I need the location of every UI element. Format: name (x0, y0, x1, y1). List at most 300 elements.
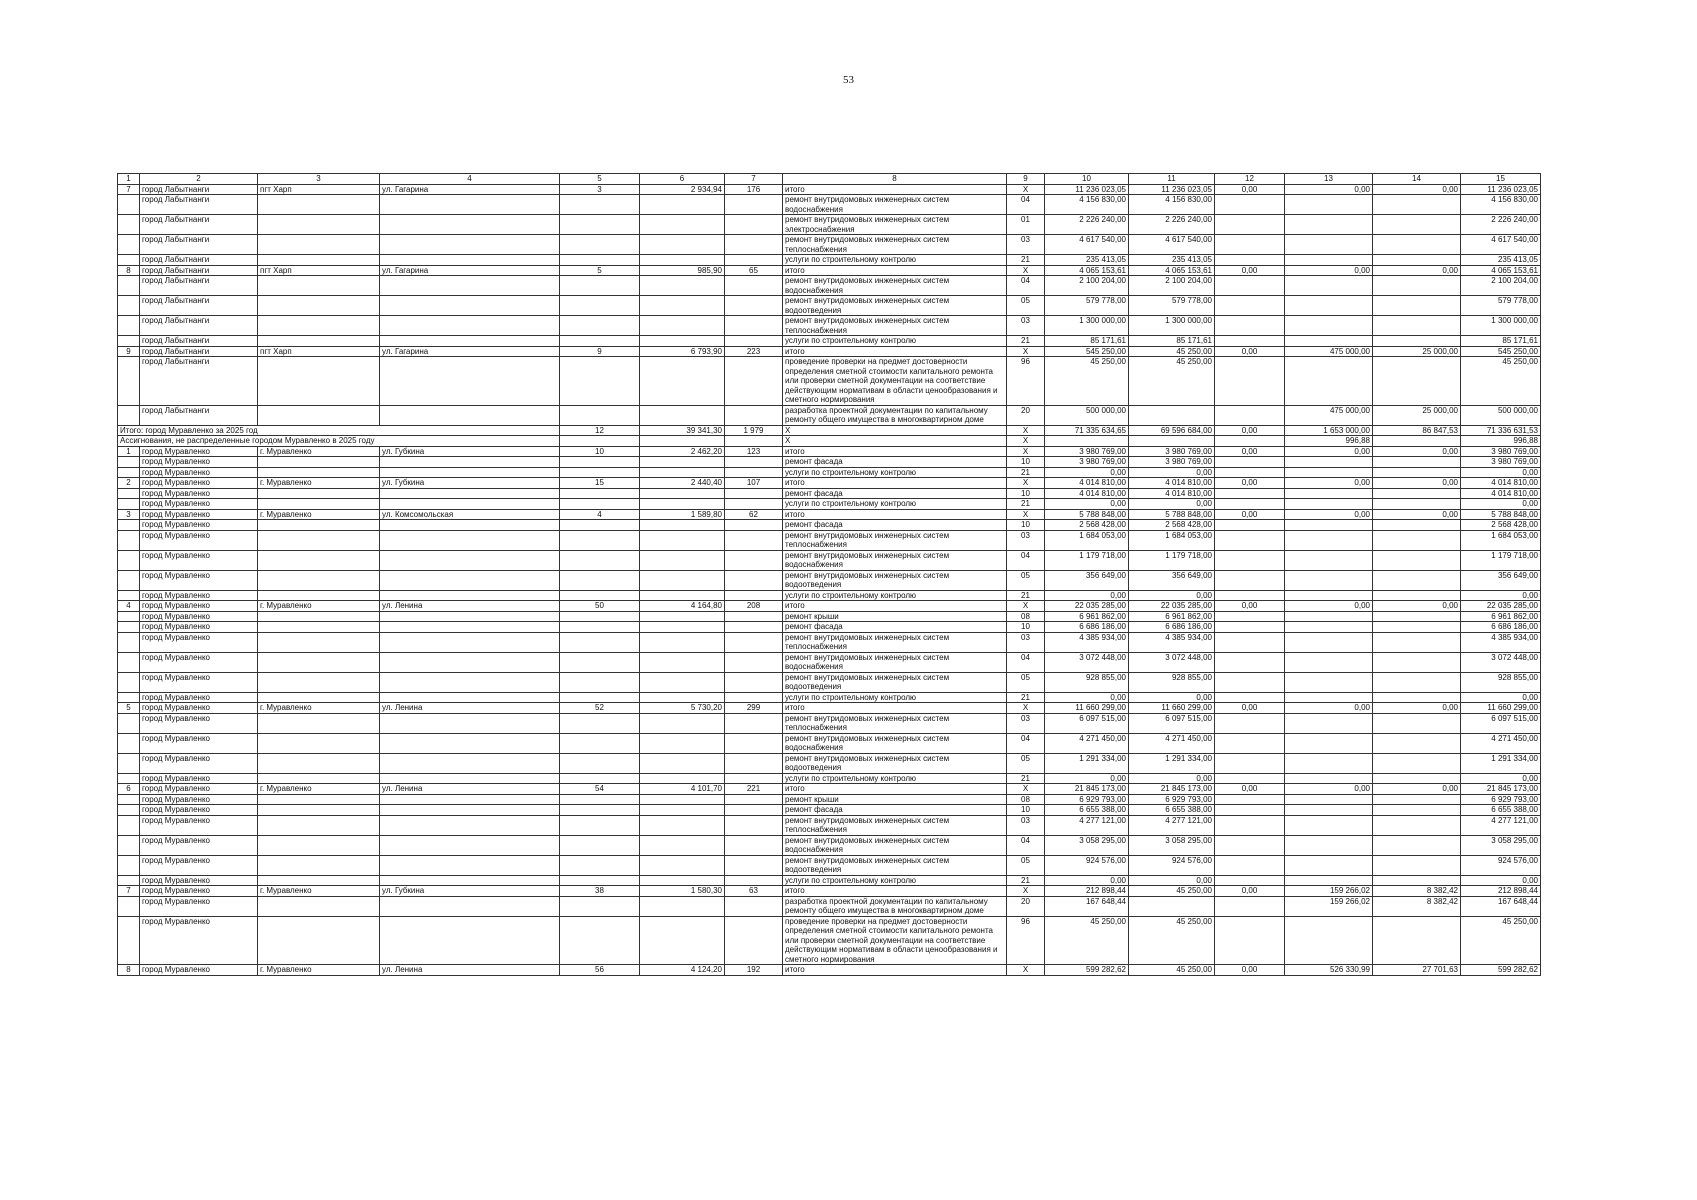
table-cell (118, 467, 140, 478)
table-cell: Х (1007, 346, 1045, 357)
table-cell (1373, 875, 1461, 886)
summary-cell (1045, 436, 1129, 447)
table-cell: 6 793,90 (640, 346, 725, 357)
table-cell: 6 961 862,00 (1045, 611, 1129, 622)
table-cell (118, 773, 140, 784)
table-cell (725, 773, 783, 784)
table-cell (725, 632, 783, 652)
table-cell (118, 336, 140, 347)
work-type-cell: проведение проверки на предмет достоверности определения сметной стоимости капитального ремонта или проверки сметной документации на соответствие действующим нормативам в области ценообразования и сметного нормирования (783, 357, 1007, 406)
work-type-cell: услуги по строительному контролю (783, 590, 1007, 601)
table-cell: 4 277 121,00 (1129, 815, 1215, 835)
table-cell (1285, 611, 1373, 622)
table-cell (118, 815, 140, 835)
table-cell (1373, 713, 1461, 733)
table-cell (118, 632, 140, 652)
table-cell (118, 457, 140, 468)
table-cell: 8 (118, 965, 140, 976)
table-cell (1215, 753, 1285, 773)
table-row (118, 530, 1541, 550)
table-cell: 4 065 153,61 (1045, 265, 1129, 276)
table-cell: 27 701,63 (1373, 965, 1461, 976)
table-cell: 0,00 (1215, 509, 1285, 520)
table-cell (640, 276, 725, 296)
table-cell: 545 250,00 (1045, 346, 1129, 357)
table-row (118, 478, 1541, 489)
table-row (118, 446, 1541, 457)
table-cell: 25 000,00 (1373, 346, 1461, 357)
table-row (118, 509, 1541, 520)
table-cell (560, 570, 640, 590)
table-cell (118, 835, 140, 855)
table-cell: Х (1007, 509, 1045, 520)
table-cell (1285, 672, 1373, 692)
table-cell: город Муравленко (140, 622, 258, 633)
table-cell (258, 550, 380, 570)
table-cell: 05 (1007, 753, 1045, 773)
table-cell (725, 405, 783, 425)
table-cell: 159 266,02 (1285, 886, 1373, 897)
table-cell (1215, 499, 1285, 510)
table-cell: 167 648,44 (1461, 896, 1541, 916)
table-cell: 3 980 769,00 (1045, 446, 1129, 457)
table-cell (560, 457, 640, 468)
table-cell (380, 550, 560, 570)
table-cell (118, 530, 140, 550)
table-cell (1373, 467, 1461, 478)
table-cell: 1 684 053,00 (1461, 530, 1541, 550)
column-number: 9 (1007, 174, 1045, 185)
table-cell: 11 236 023,05 (1461, 184, 1541, 195)
table-cell (725, 875, 783, 886)
table-cell: 0,00 (1461, 590, 1541, 601)
work-type-cell: ремонт фасада (783, 622, 1007, 633)
table-cell: 10 (1007, 805, 1045, 816)
table-cell: город Лабытнанги (140, 215, 258, 235)
work-type-cell: ремонт фасада (783, 805, 1007, 816)
table-cell (560, 530, 640, 550)
table-cell: 0,00 (1461, 692, 1541, 703)
table-cell (118, 357, 140, 406)
work-type-cell: услуги по строительному контролю (783, 499, 1007, 510)
table-cell (560, 336, 640, 347)
table-cell: 3 980 769,00 (1129, 446, 1215, 457)
table-cell (258, 336, 380, 347)
table-cell (1373, 855, 1461, 875)
table-cell (1373, 499, 1461, 510)
table-cell (380, 195, 560, 215)
table-cell: Х (1007, 478, 1045, 489)
table-cell (1215, 467, 1285, 478)
table-cell: город Муравленко (140, 733, 258, 753)
table-cell: 4 065 153,61 (1461, 265, 1541, 276)
table-cell: 6 097 515,00 (1129, 713, 1215, 733)
table-cell (380, 215, 560, 235)
table-cell: 4 385 934,00 (1129, 632, 1215, 652)
table-row (118, 733, 1541, 753)
table-cell: 4 014 810,00 (1129, 478, 1215, 489)
table-cell (258, 457, 380, 468)
table-cell (1215, 632, 1285, 652)
table-cell (640, 896, 725, 916)
work-type-cell: разработка проектной документации по капитальному ремонту общего имущества в многоквартирном доме (783, 405, 1007, 425)
table-cell (1373, 457, 1461, 468)
table-cell: ул. Губкина (380, 478, 560, 489)
table-row (118, 316, 1541, 336)
table-row (118, 296, 1541, 316)
table-cell: город Муравленко (140, 509, 258, 520)
table-cell: 0,00 (1045, 590, 1129, 601)
summary-cell: Х (1007, 425, 1045, 436)
table-cell (640, 235, 725, 255)
work-type-cell: ремонт фасада (783, 457, 1007, 468)
table-cell: 4 014 810,00 (1045, 478, 1129, 489)
summary-label: Итого: город Муравленко за 2025 год (118, 425, 560, 436)
table-cell: 03 (1007, 713, 1045, 733)
table-cell (258, 296, 380, 316)
table-cell (560, 622, 640, 633)
table-cell (1373, 530, 1461, 550)
table-cell (640, 805, 725, 816)
column-number: 4 (380, 174, 560, 185)
table-cell (560, 316, 640, 336)
work-type-cell: итого (783, 965, 1007, 976)
table-cell: 10 (1007, 457, 1045, 468)
table-row (118, 896, 1541, 916)
table-cell: 500 000,00 (1461, 405, 1541, 425)
table-cell: 4 164,80 (640, 601, 725, 612)
table-cell: 0,00 (1285, 184, 1373, 195)
table-row (118, 672, 1541, 692)
table-cell: 221 (725, 784, 783, 795)
table-cell: 0,00 (1215, 784, 1285, 795)
table-cell: 04 (1007, 195, 1045, 215)
table-cell (118, 713, 140, 733)
table-cell (380, 672, 560, 692)
table-cell: 03 (1007, 316, 1045, 336)
work-type-cell: ремонт внутридомовых инженерных систем водоснабжения (783, 652, 1007, 672)
table-cell: 05 (1007, 672, 1045, 692)
table-cell: 2 226 240,00 (1045, 215, 1129, 235)
table-cell: 356 649,00 (1045, 570, 1129, 590)
table-cell: 20 (1007, 896, 1045, 916)
table-cell (1285, 805, 1373, 816)
work-type-cell: ремонт внутридомовых инженерных систем водоотведения (783, 672, 1007, 692)
table-cell (1215, 276, 1285, 296)
table-cell: 21 (1007, 499, 1045, 510)
table-cell (1285, 530, 1373, 550)
table-cell: город Муравленко (140, 886, 258, 897)
table-cell: 2 100 204,00 (1045, 276, 1129, 296)
table-cell: город Муравленко (140, 835, 258, 855)
table-cell: 45 250,00 (1129, 886, 1215, 897)
table-cell (560, 357, 640, 406)
table-cell: 1 580,30 (640, 886, 725, 897)
table-cell: 5 730,20 (640, 703, 725, 714)
summary-cell (725, 436, 783, 447)
table-cell (640, 875, 725, 886)
table-cell: 4 156 830,00 (1045, 195, 1129, 215)
table-cell (640, 570, 725, 590)
column-number: 14 (1373, 174, 1461, 185)
table-cell: 96 (1007, 916, 1045, 965)
table-cell (118, 896, 140, 916)
table-cell (640, 195, 725, 215)
table-cell (380, 692, 560, 703)
table-cell (1215, 875, 1285, 886)
table-cell: 7 (118, 184, 140, 195)
table-cell (1129, 405, 1215, 425)
table-cell: 45 250,00 (1129, 965, 1215, 976)
table-cell (725, 622, 783, 633)
table-cell: 356 649,00 (1129, 570, 1215, 590)
table-cell: 4 617 540,00 (1461, 235, 1541, 255)
table-cell: город Муравленко (140, 550, 258, 570)
table-cell: 21 (1007, 255, 1045, 266)
table-cell: 0,00 (1215, 703, 1285, 714)
table-cell: 579 778,00 (1129, 296, 1215, 316)
table-cell: г. Муравленко (258, 509, 380, 520)
table-cell: 1 179 718,00 (1129, 550, 1215, 570)
table-cell: г. Муравленко (258, 965, 380, 976)
table-cell (258, 499, 380, 510)
table-cell (1215, 215, 1285, 235)
table-cell: город Муравленко (140, 875, 258, 886)
table-cell (118, 405, 140, 425)
table-cell: город Муравленко (140, 570, 258, 590)
table-cell: 3 (118, 509, 140, 520)
table-cell: 15 (560, 478, 640, 489)
table-cell: г. Муравленко (258, 446, 380, 457)
table-cell (258, 896, 380, 916)
work-type-cell: итого (783, 784, 1007, 795)
table-cell (1129, 896, 1215, 916)
table-cell (640, 530, 725, 550)
table-cell: 2 462,20 (640, 446, 725, 457)
table-cell: 212 898,44 (1045, 886, 1129, 897)
table-cell (118, 570, 140, 590)
table-cell (380, 815, 560, 835)
table-cell: город Муравленко (140, 916, 258, 965)
table-cell (258, 733, 380, 753)
table-cell: город Муравленко (140, 478, 258, 489)
table-row (118, 457, 1541, 468)
table-cell: 1 291 334,00 (1045, 753, 1129, 773)
table-cell (1215, 855, 1285, 875)
table-cell (1373, 296, 1461, 316)
table-cell (258, 815, 380, 835)
table-cell (258, 855, 380, 875)
table-cell: 6 686 186,00 (1129, 622, 1215, 633)
column-number: 7 (725, 174, 783, 185)
table-cell (725, 835, 783, 855)
table-cell: 0,00 (1215, 346, 1285, 357)
table-cell (380, 805, 560, 816)
table-cell: 1 589,80 (640, 509, 725, 520)
table-cell (640, 467, 725, 478)
table-cell: 0,00 (1215, 601, 1285, 612)
table-cell (380, 255, 560, 266)
table-cell: 04 (1007, 276, 1045, 296)
table-cell: 04 (1007, 550, 1045, 570)
table-cell: 4 156 830,00 (1129, 195, 1215, 215)
work-type-cell: услуги по строительному контролю (783, 467, 1007, 478)
table-cell (258, 753, 380, 773)
table-cell (640, 255, 725, 266)
table-cell (640, 457, 725, 468)
table-cell: Х (1007, 965, 1045, 976)
table-cell (380, 570, 560, 590)
table-cell: город Муравленко (140, 815, 258, 835)
table-cell (258, 713, 380, 733)
table-cell: 2 568 428,00 (1129, 520, 1215, 531)
table-row (118, 652, 1541, 672)
table-row (118, 336, 1541, 347)
table-cell: 235 413,05 (1461, 255, 1541, 266)
table-cell: Х (1007, 184, 1045, 195)
table-cell: Х (1007, 886, 1045, 897)
table-cell (380, 713, 560, 733)
work-type-cell: итого (783, 886, 1007, 897)
table-cell: 107 (725, 478, 783, 489)
table-cell (725, 590, 783, 601)
table-cell (258, 794, 380, 805)
table-cell: 21 (1007, 875, 1045, 886)
table-cell (1373, 632, 1461, 652)
column-number: 5 (560, 174, 640, 185)
table-cell: 11 236 023,05 (1129, 184, 1215, 195)
table-cell (640, 405, 725, 425)
table-cell: город Муравленко (140, 753, 258, 773)
work-type-cell: ремонт внутридомовых инженерных систем теплоснабжения (783, 235, 1007, 255)
table-cell (1373, 570, 1461, 590)
table-cell (380, 773, 560, 784)
table-cell: 223 (725, 346, 783, 357)
work-type-cell: ремонт внутридомовых инженерных систем теплоснабжения (783, 815, 1007, 835)
table-cell: 52 (560, 703, 640, 714)
table-cell (1215, 550, 1285, 570)
table-cell (640, 632, 725, 652)
table-cell (1285, 916, 1373, 965)
table-cell: 0,00 (1285, 509, 1373, 520)
table-cell: город Лабытнанги (140, 195, 258, 215)
table-cell (1285, 570, 1373, 590)
table-cell (725, 499, 783, 510)
table-cell (560, 405, 640, 425)
table-cell: 10 (1007, 488, 1045, 499)
table-cell: 6 655 388,00 (1129, 805, 1215, 816)
table-cell (1285, 499, 1373, 510)
table-cell: город Лабытнанги (140, 276, 258, 296)
table-cell (118, 550, 140, 570)
table-cell: г. Муравленко (258, 703, 380, 714)
table-cell: город Лабытнанги (140, 405, 258, 425)
table-cell (725, 296, 783, 316)
page-number: 53 (843, 74, 854, 86)
table-cell (380, 622, 560, 633)
summary-cell: Х (1007, 436, 1045, 447)
table-cell: 928 855,00 (1461, 672, 1541, 692)
table-cell: 04 (1007, 733, 1045, 753)
table-cell: 5 788 848,00 (1045, 509, 1129, 520)
table-cell: 0,00 (1129, 590, 1215, 601)
table-cell: 176 (725, 184, 783, 195)
table-cell: Х (1007, 784, 1045, 795)
table-cell (258, 622, 380, 633)
table-cell: 0,00 (1461, 467, 1541, 478)
table-cell: 21 (1007, 336, 1045, 347)
table-cell (1215, 652, 1285, 672)
table-cell (1215, 590, 1285, 601)
table-cell (258, 255, 380, 266)
table-row (118, 195, 1541, 215)
table-cell: 3 980 769,00 (1461, 457, 1541, 468)
summary-cell (1373, 436, 1461, 447)
table-cell (560, 550, 640, 570)
table-cell (258, 235, 380, 255)
table-cell: 3 980 769,00 (1129, 457, 1215, 468)
table-cell (1373, 357, 1461, 406)
table-cell: 45 250,00 (1045, 916, 1129, 965)
table-cell: город Лабытнанги (140, 357, 258, 406)
column-number: 13 (1285, 174, 1373, 185)
table-cell: 6 655 388,00 (1045, 805, 1129, 816)
table-cell (258, 357, 380, 406)
summary-cell: 1 979 (725, 425, 783, 436)
work-type-cell: услуги по строительному контролю (783, 255, 1007, 266)
table-row (118, 703, 1541, 714)
table-cell: 4 (118, 601, 140, 612)
table-cell: 21 845 173,00 (1045, 784, 1129, 795)
table-cell (258, 916, 380, 965)
table-cell (560, 855, 640, 875)
summary-cell: 996,88 (1285, 436, 1373, 447)
table-cell (560, 815, 640, 835)
table-cell (1285, 215, 1373, 235)
work-type-cell: ремонт крыши (783, 794, 1007, 805)
table-cell: 0,00 (1215, 184, 1285, 195)
table-cell: 21 (1007, 692, 1045, 703)
table-cell (640, 692, 725, 703)
table-cell (725, 488, 783, 499)
table-cell (1215, 316, 1285, 336)
table-cell (1373, 805, 1461, 816)
table-cell: 4 617 540,00 (1129, 235, 1215, 255)
table-cell (258, 530, 380, 550)
table-cell (1215, 622, 1285, 633)
table-cell (1373, 590, 1461, 601)
table-cell (118, 622, 140, 633)
table-cell (725, 672, 783, 692)
table-cell: 3 058 295,00 (1045, 835, 1129, 855)
table-cell (1285, 652, 1373, 672)
table-cell (640, 550, 725, 570)
table-cell: 56 (560, 965, 640, 976)
table-cell (725, 753, 783, 773)
table-cell: 0,00 (1285, 601, 1373, 612)
table-cell (725, 733, 783, 753)
table-cell: 21 845 173,00 (1129, 784, 1215, 795)
table-cell: 2 226 240,00 (1129, 215, 1215, 235)
table-cell (560, 753, 640, 773)
table-cell: 599 282,62 (1461, 965, 1541, 976)
table-cell: 9 (118, 346, 140, 357)
table-cell: город Муравленко (140, 805, 258, 816)
table-cell: 11 236 023,05 (1045, 184, 1129, 195)
table-cell: 6 686 186,00 (1461, 622, 1541, 633)
table-cell (640, 316, 725, 336)
table-cell: 45 250,00 (1129, 346, 1215, 357)
